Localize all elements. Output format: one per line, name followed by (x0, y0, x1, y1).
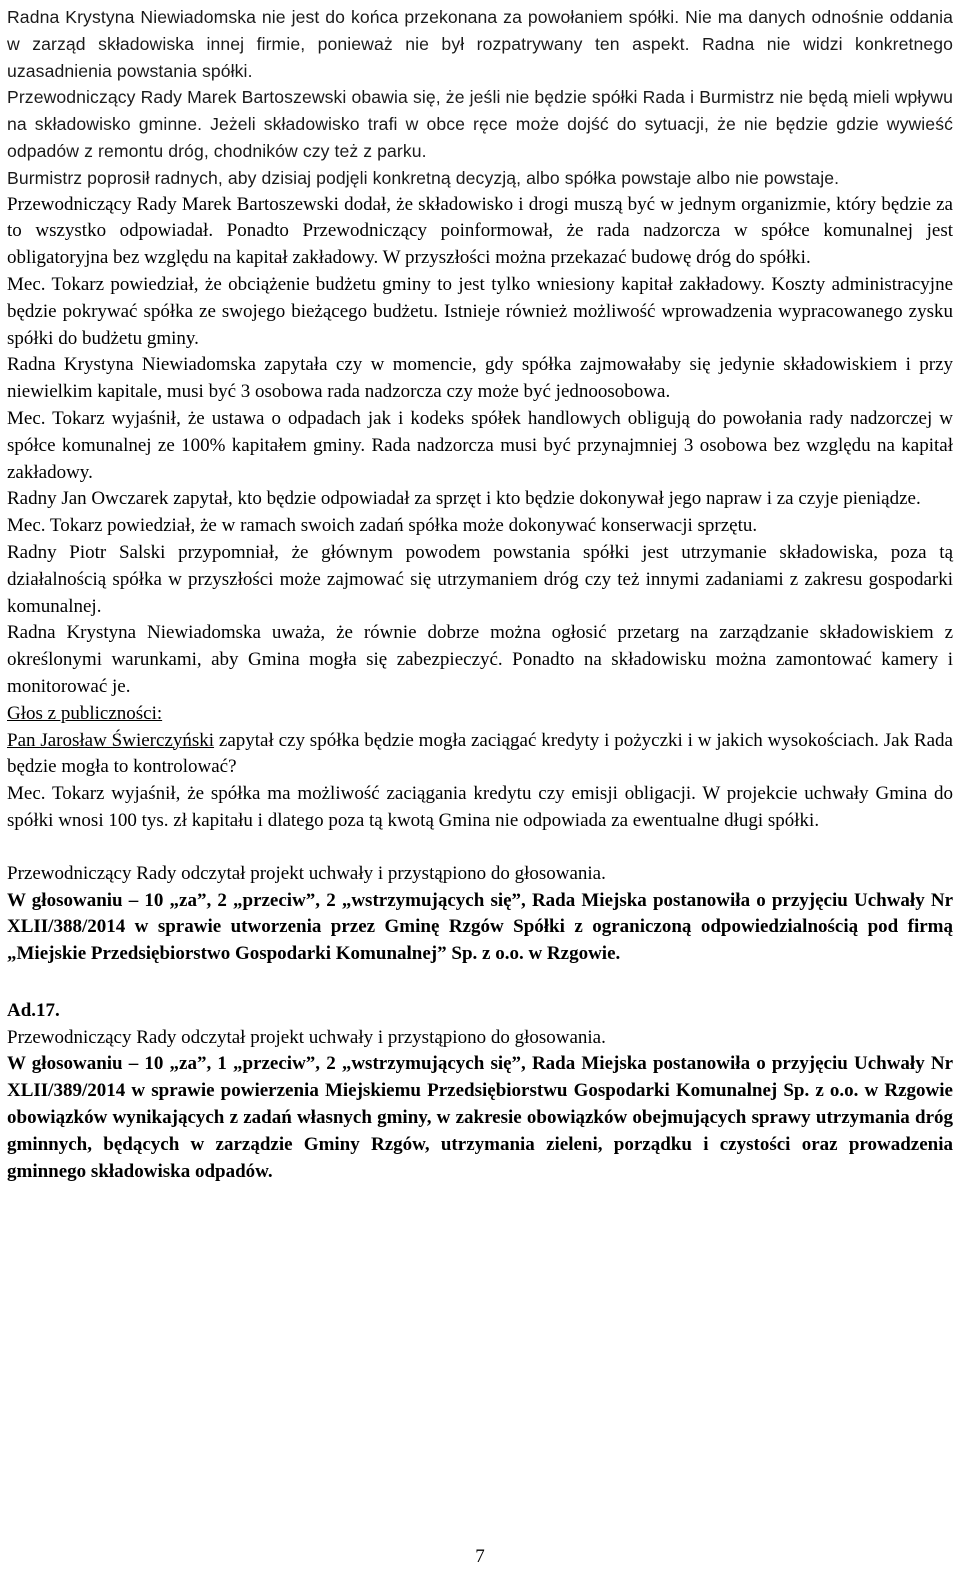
document-page (7, 4, 953, 1185)
paragraph-niewiadomska-doubts: Radna Krystyna Niewiadomska nie jest do końca przekonana za powołaniem spółki. Nie ma danych odnośnie oddania w zarząd składowiska innej firmie, ponieważ nie był rozpatrywany ten aspekt. Radna nie widzi konkretnego uzasadnienia powstania spółki. (7, 7, 953, 81)
page-number: 7 (475, 1546, 485, 1567)
paragraph-tokarz-maintenance: Mec. Tokarz powiedział, że w ramach swoich zadań spółka może dokonywać konserwacji sprzętu. (7, 515, 758, 537)
agenda-item-heading: Ad.17. (7, 999, 60, 1021)
paragraph-tokarz-supervisory-board: Mec. Tokarz wyjaśnił, że ustawa o odpadach jak i kodeks spółek handlowych obligują do powołania rady nadzorczej w spółce komunalnej ze 100% kapitałem gminy. Rada nadzorcza musi być przynajmniej 3 osobowa bez względu na kapitał zakładowy. (7, 407, 953, 483)
paragraph-niewiadomska-question: Radna Krystyna Niewiadomska zapytała czy w momencie, gdy spółka zajmowałaby się jedynie składowiskiem i przy niewielkim kapitale, musi być 3 osobowa rada nadzorcza czy może być jednoosobowa. (7, 354, 953, 403)
paragraph-tokarz-credit: Mec. Tokarz wyjaśnił, że spółka ma możliwość zaciągania kredytu czy emisji obligacji. W projekcie uchwały Gmina do spółki wnosi 100 tys. zł kapitału i dlatego poza tą kwotą Gmina nie odpowiada za ewentualne długi spółki. (7, 783, 953, 831)
paragraph-swierczynski-question (7, 728, 953, 782)
paragraph-salski-reminder: Radny Piotr Salski przypomniał, że głównym powodem powstania spółki jest utrzymanie składowiska, poza tą działalnością spółka w przyszłości może zajmować się utrzymaniem dróg czy też innymi zadaniami z zakresu gospodarki komunalnej. (7, 541, 953, 617)
paragraph-niewiadomska-tender: Radna Krystyna Niewiadomska uważa, że równie dobrze można ogłosić przetarg na zarządzanie składowiskiem z określonymi warunkami, aby Gmina mogła się zabezpieczyć. Ponadto na składowisku można zamontować kamery i monitorować je. (7, 622, 953, 697)
spacer (7, 968, 953, 998)
paragraph-tokarz-budget: Mec. Tokarz powiedział, że obciążenie budżetu gminy to jest tylko wniesiony kapitał zakładowy. Koszty administracyjne będzie pokrywać spółka ze swojego bieżącego budżetu. Istnieje również możliwość wprowadzenia wypracowanego zysku spółki do budżetu gminy. (7, 273, 953, 349)
vote-result-resolution-388: W głosowaniu – 10 „za”, 2 „przeciw”, 2 „wstrzymujących się”, Rada Miejska postanowiła o przyjęciu Uchwały Nr XLII/388/2014 w sprawie utworzenia przez Gminę Rzgów Spółki z ograniczoną odpowiedzialnością pod firmą „Miejskie Przedsiębiorstwo Gospodarki Komunalnej” Sp. z o.o. w Rzgowie. (7, 889, 953, 965)
paragraph-resolution-read-2: Przewodniczący Rady odczytał projekt uchwały i przystąpiono do głosowania. (7, 1026, 606, 1048)
paragraph-owczarek-question: Radny Jan Owczarek zapytał, kto będzie odpowiadał za sprzęt i kto będzie dokonywał jego napraw i za czyje pieniądze. (7, 488, 921, 510)
public-voice-heading: Głos z publiczności: (7, 702, 163, 724)
question-text: zapytał czy spółka będzie mogła zaciągać kredyty i pożyczki i w jakich wysokościach. Jak Rada będzie mogła to kontrolować? (7, 729, 953, 778)
speaker-name: Pan Jarosław Świerczyński (7, 729, 215, 751)
spacer (7, 835, 953, 861)
paragraph-burmistrz-request: Burmistrz poprosił radnych, aby dzisiaj podjęli konkretną decyzją, albo spółka powstaje albo nie powstaje. (7, 167, 840, 188)
paragraph-resolution-read: Przewodniczący Rady odczytał projekt uchwały i przystąpiono do głosowania. (7, 862, 606, 884)
paragraph-bartoszewski-added: Przewodniczący Rady Marek Bartoszewski dodał, że składowisko i drogi muszą być w jednym organizmie, który będzie za to wszystko odpowiadał. Ponadto Przewodniczący poinformował, że rada nadzorcza w spółce komunalnej jest obligatoryjna bez względu na kapitał zakładowy. W przyszłości można przekazać budowę dróg do spółki. (7, 193, 953, 269)
vote-result-resolution-389: W głosowaniu – 10 „za”, 1 „przeciw”, 2 „wstrzymujących się”, Rada Miejska postanowiła o przyjęciu Uchwały Nr XLII/389/2014 w sprawie powierzenia Miejskiemu Przedsiębiorstwu Gospodarki Komunalnej Sp. z o.o. w Rzgowie obowiązków wynikających z zadań własnych gminy, w zakresie obowiązków obejmujących sprawy utrzymania dróg gminnych, będących w zarządzie Gminy Rzgów, utrzymania zieleni, porządku i czystości oraz prowadzenia gminnego składowiska odpadów. (7, 1053, 953, 1182)
paragraph-bartoszewski-concerns: Przewodniczący Rady Marek Bartoszewski obawia się, że jeśli nie będzie spółki Rada i Burmistrz nie będą mieli wpływu na składowisko gminne. Jeżeli składowisko trafi w obce ręce może dojść do sytuacji, że nie będzie gdzie wywieść odpadów z remontu dróg, chodników czy też z parku. (7, 87, 953, 161)
